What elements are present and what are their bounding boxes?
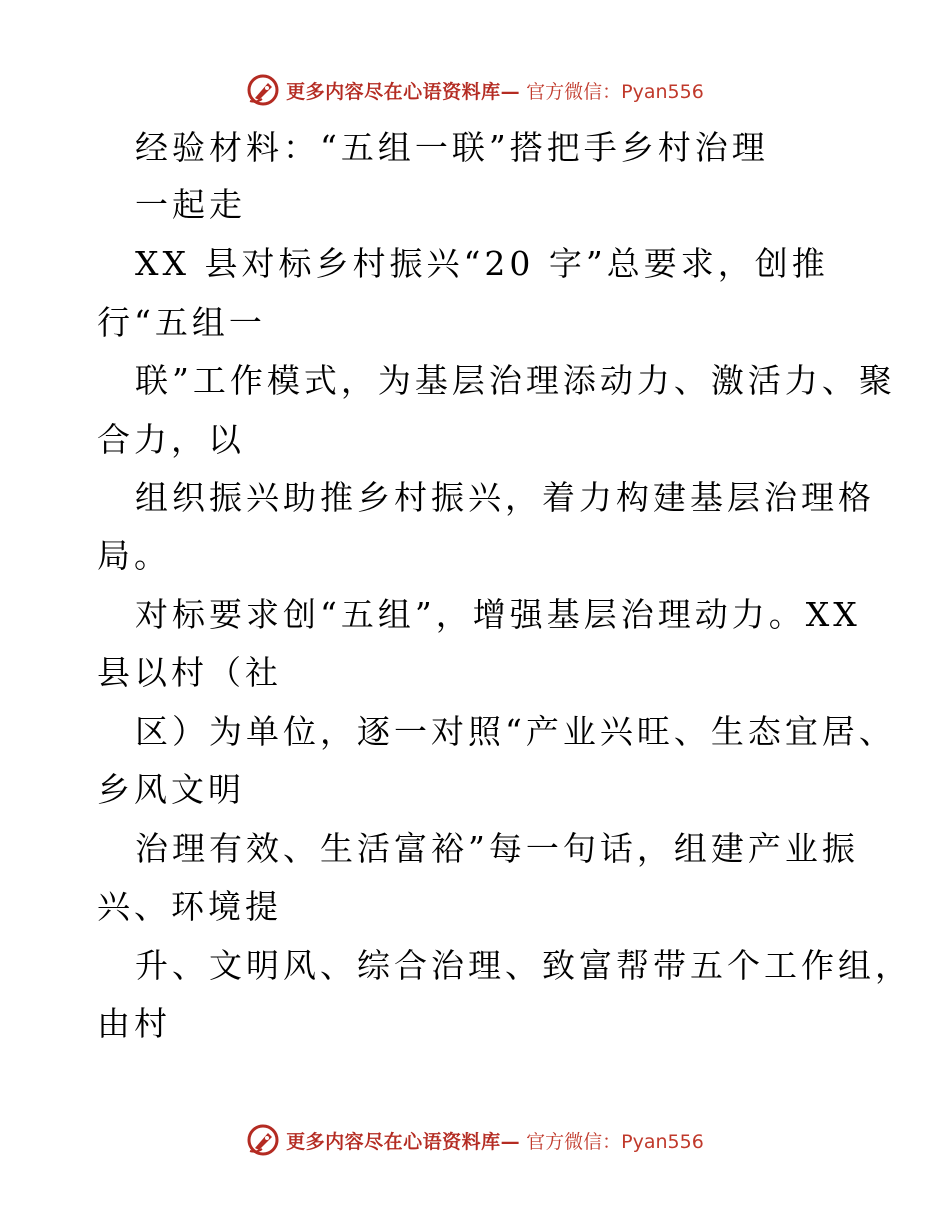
paragraph-line: 组织振兴助推乡村振兴，着力构建基层治理格 (135, 478, 875, 517)
paragraph-line: 兴、环境提 (97, 887, 282, 926)
header-banner (0, 70, 950, 110)
paragraph-line: 县以村（社 (97, 653, 282, 692)
paragraph-line: 治理有效、生活富裕”每一句话，组建产业振 (135, 829, 859, 868)
paragraph-line: 局。 (97, 536, 171, 575)
document-title-line-1: 经验材料：“五组一联”搭把手乡村治理 (135, 128, 769, 167)
banner-slogan: 更多内容尽在心语资料库— (286, 80, 521, 103)
paragraph-line: 对标要求创“五组”，增强基层治理动力。XX (135, 595, 861, 634)
paragraph-line: 乡风文明 (97, 770, 245, 809)
paragraph-line: 升、文明风、综合治理、致富帮带五个工作组， (135, 946, 912, 985)
paragraph-line: 由村 (97, 1004, 171, 1043)
pen-nib-logo-icon (246, 1123, 280, 1157)
paragraph-line: 区）为单位，逐一对照“产业兴旺、生态宜居、 (135, 712, 896, 751)
paragraph-line: 合力，以 (97, 420, 245, 459)
paragraph-line: 行“五组一 (97, 303, 266, 342)
document-title-line-2: 一起走 (135, 185, 246, 224)
banner-contact: 官方微信：Pyan556 (526, 80, 704, 103)
paragraph-line: XX 县对标乡村振兴“20 字”总要求，创推 (135, 244, 829, 283)
paragraph-line: 联”工作模式，为基层治理添动力、激活力、聚 (135, 361, 896, 400)
pen-nib-logo-icon (246, 73, 280, 107)
footer-banner (0, 1120, 950, 1160)
banner-contact: 官方微信：Pyan556 (526, 1130, 704, 1153)
banner-slogan: 更多内容尽在心语资料库— (286, 1130, 521, 1153)
